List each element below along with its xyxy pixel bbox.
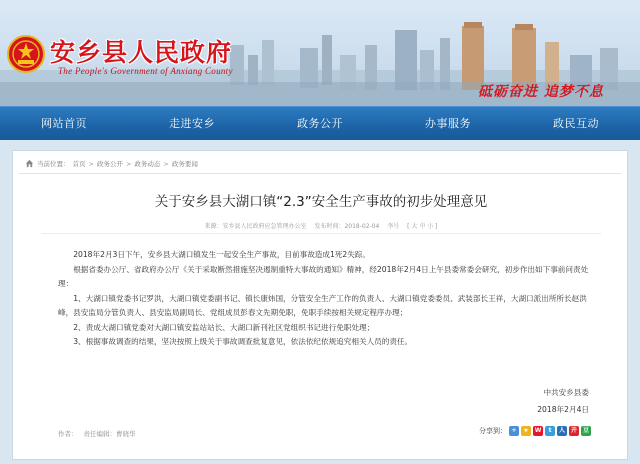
breadcrumb: [25, 159, 198, 168]
kaixin-icon[interactable]: 开: [570, 427, 577, 434]
article-editor: 责任编辑：曹晓华: [83, 430, 136, 438]
nav-item-about[interactable]: 走进安乡: [169, 117, 215, 130]
share-more-icon[interactable]: +: [509, 426, 519, 436]
article-footer: [58, 429, 136, 438]
national-emblem-icon: [6, 34, 46, 74]
article-source: 来源：安乡县人民政府应急管理办公室: [204, 223, 307, 230]
article-meta: [13, 221, 629, 230]
nav-item-gov-affairs[interactable]: 政务公开: [297, 117, 343, 130]
header-banner: [0, 0, 640, 106]
font-size-switcher[interactable]: [ 大 中 小 ]: [407, 223, 438, 230]
weibo-icon[interactable]: W: [534, 427, 542, 434]
article-title: 关于安乡县大湖口镇“2.3”安全生产事故的初步处理意见: [154, 194, 488, 210]
article-signature-block: [537, 384, 589, 418]
breadcrumb-item-home[interactable]: 首页: [72, 160, 86, 168]
main-nav: [0, 106, 640, 140]
divider: [41, 233, 601, 234]
breadcrumb-item-gov-affairs[interactable]: 政务公开: [96, 160, 123, 168]
article-paragraph: 2、责成大湖口镇党委对大湖口镇安监站站长、大湖口新刊社区党组织书记进行免职处理；: [73, 322, 375, 332]
article-paragraph: 根据省委办公厅、省政府办公厅《关于采取断然措施坚决遏制重特大事故的通知》精神，经2018年2月4日上午县委常委会研究，初步作出如下事前问责处理：: [58, 264, 589, 288]
article-date: 发布时间：2018-02-04: [314, 223, 380, 230]
breadcrumb-separator: >: [88, 159, 94, 168]
breadcrumb-item-headlines[interactable]: 政务要闻: [171, 160, 198, 168]
renren-icon[interactable]: 人: [558, 427, 565, 434]
article-paragraph: 3、根据事故调查的结果，坚决按照上级关于事故调查批复意见，依法依纪依规追究相关人员的责任。: [73, 337, 413, 346]
nav-item-services[interactable]: 办事服务: [425, 117, 471, 130]
article-signature: 中共安乡县委: [543, 388, 589, 397]
home-icon: [25, 159, 34, 168]
breadcrumb-item-news[interactable]: 政务动态: [134, 160, 161, 168]
article-author-meta: 李号: [387, 223, 400, 230]
nav-item-home[interactable]: 网站首页: [41, 117, 87, 130]
site-title: 安乡县人民政府: [50, 38, 233, 67]
divider: [19, 173, 621, 174]
breadcrumb-separator: >: [125, 159, 132, 168]
article-body: [58, 248, 598, 350]
share-bar: [479, 426, 591, 436]
site-subtitle: The People's Government of Anxiang County: [58, 66, 233, 76]
header-slogan: 砥砺奋进 追梦不息: [478, 84, 604, 100]
nav-item-interaction[interactable]: 政民互动: [553, 117, 599, 130]
article-paragraph: 1、大湖口镇党委书记罗洪，大湖口镇党委副书记、镇长康炜国，分管安全生产工作的负责人、大湖口镇党委委员、武装部长王祥，大湖口派出所所长赵洪峰，县安监局分管负责人、县安监局副局长、党组成员彭春文先期免职，免职手续按相关规定程序办理；: [58, 293, 587, 317]
tencent-weibo-icon[interactable]: t: [545, 426, 555, 436]
article-sign-date: 2018年2月4日: [537, 405, 589, 414]
article-panel: [12, 150, 628, 460]
breadcrumb-label: 当前位置：: [37, 160, 70, 168]
breadcrumb-separator: >: [163, 159, 169, 168]
article-author: 作者：: [58, 430, 78, 438]
qzone-icon[interactable]: ★: [521, 426, 531, 436]
article-paragraph: 2018年2月3日下午，安乡县大湖口镇发生一起安全生产事故，目前事故造成1死2失踪。: [73, 250, 371, 259]
share-label: 分享到：: [479, 427, 507, 435]
douban-icon[interactable]: 豆: [582, 427, 589, 434]
